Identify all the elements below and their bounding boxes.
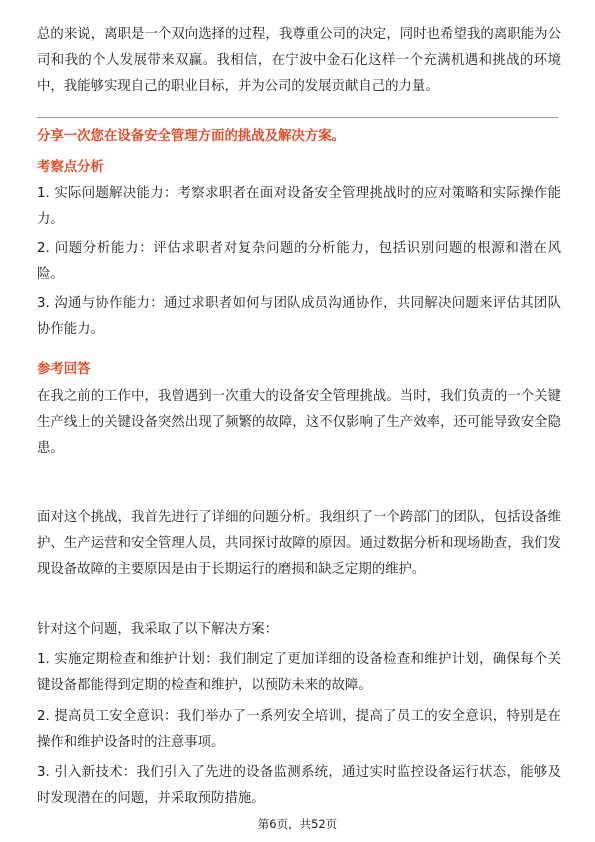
analysis-point: 3. 沟通与协作能力：通过求职者如何与团队成员沟通协作，共同解决问题来评估其团队协作能力。 [37, 296, 561, 337]
solution-item: 3. 引入新技术：我们引入了先进的设备监测系统，通过实时监控设备运行状态，能够及时发现潜在的问题，并采取预防措施。 [37, 765, 561, 806]
answer-paragraph: 针对这个问题，我采取了以下解决方案： [37, 622, 279, 637]
analysis-heading: 考察点分析 [37, 160, 104, 175]
answer-paragraph: 面对这个挑战，我首先进行了详细的问题分析。我组织了一个跨部门的团队，包括设备维护、生产运营和安全管理人员，共同探讨故障的原因。通过数据分析和现场勘查，我们发现设备故障的主要原因是由于长期运行的磨损和缺乏定期的维护。 [37, 510, 561, 577]
intro-paragraph: 总的来说，离职是一个双向选择的过程，我尊重公司的决定，同时也希望我的离职能为公司和我的个人发展带来双赢。我相信，在宁波中金石化这样一个充满机遇和挑战的环境中，我能够实现自己的职业目标，并为公司的发展贡献自己的力量。 [37, 27, 561, 94]
solution-item: 1. 实施定期检查和维护计划：我们制定了更加详细的设备检查和维护计划，确保每个关键设备都能得到定期的检查和维护，以预防未来的故障。 [37, 652, 561, 693]
analysis-point: 2. 问题分析能力：评估求职者对复杂问题的分析能力，包括识别问题的根源和潜在风险。 [37, 241, 561, 282]
analysis-point: 1. 实际问题解决能力：考察求职者在面对设备安全管理挑战时的应对策略和实际操作能力。 [37, 186, 561, 227]
page-number: 第6页，共52页 [257, 817, 338, 831]
answer-paragraph: 在我之前的工作中，我曾遇到一次重大的设备安全管理挑战。当时，我们负责的一个关键生产线上的关键设备突然出现了频繁的故障，这不仅影响了生产效率，还可能导致安全隐患。 [37, 389, 561, 456]
question-title: 分享一次您在设备安全管理方面的挑战及解决方案。 [37, 129, 345, 144]
section-divider [37, 117, 558, 118]
answer-heading: 参考回答 [37, 362, 91, 377]
solution-item: 2. 提高员工安全意识：我们举办了一系列安全培训，提高了员工的安全意识，特别是在操作和维护设备时的注意事项。 [37, 709, 561, 750]
